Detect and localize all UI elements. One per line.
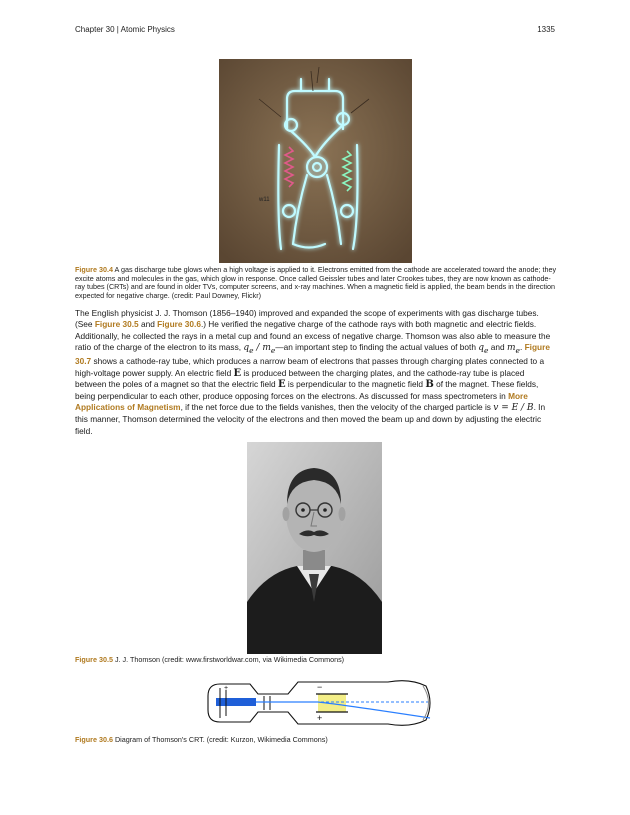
math-symbol: q	[243, 343, 250, 354]
math-symbol: q	[478, 343, 485, 354]
math-me	[262, 343, 276, 356]
math-slash: /	[253, 343, 263, 354]
math-subscript: e	[515, 346, 520, 356]
gas-discharge-tube-photo	[219, 59, 412, 263]
math-symbol: m	[262, 343, 271, 354]
math-symbol: m	[506, 343, 516, 354]
text-run: and	[138, 319, 158, 330]
text-run: . In this manner, Thomson determined the velocity of the electrons and then moved the beam up and down by adjusting the electric field.	[75, 402, 546, 436]
caption-text: J. J. Thomson (credit: www.firstworldwar.com, via Wikimedia Commons)	[112, 655, 345, 664]
link-figure-30-6[interactable]: Figure 30.6	[157, 319, 201, 330]
minus-sign: −	[317, 682, 323, 692]
text-run: —an important step to finding the actual values of both	[275, 342, 479, 353]
anode-plates	[264, 696, 270, 710]
text-run: , if the net force due to the fields vanishes, then the velocity of the charged particle is	[180, 402, 494, 413]
text-run: The English physicist J. J. Thomson (1856–1940) improved and expanded the scope of experiments with gas discharge tubes. (See	[75, 308, 539, 330]
link-more-applications-of-magnetism[interactable]: More Applications of Magnetism	[75, 390, 528, 413]
figure-label: Figure 30.5	[75, 655, 113, 664]
text-run: is produced between the charging plates, and the cathode-ray tube is placed between the poles of a magnet so that the electric field	[75, 367, 525, 390]
figure-30-6-caption	[75, 736, 557, 745]
link-figure-30-5[interactable]: Figure 30.5	[94, 319, 139, 330]
math-electric-field: E	[277, 379, 286, 391]
math-me-2	[506, 343, 520, 356]
figure-label: Figure 30.6	[75, 735, 113, 744]
body-paragraph	[75, 308, 557, 437]
math-electric-field: E	[233, 367, 242, 379]
plus-sign: +	[317, 713, 323, 723]
text-run: is perpendicular to the magnetic field	[285, 379, 426, 390]
link-figure-30-7[interactable]: Figure 30.7	[75, 342, 550, 367]
crt-diagram	[198, 674, 434, 732]
text-run: shows a cathode-ray tube, which produces a narrow beam of electrons that passes through charging plates connected to a high-voltage power supply. An electric field	[75, 356, 545, 378]
figure-30-5-caption	[75, 656, 557, 665]
text-run: of the magnet. These fields, being perpendicular to each other, produce opposing forces on the electrons. As discussed for mass spectrometers in	[75, 379, 539, 401]
math-qe-2	[478, 343, 489, 356]
text-run: .) He verified the negative charge of the cathode rays with both magnetic and electric fields. Additionally, he collected the rays in a metal cup and found an excess of negative charge. Thomson was also able to measure the ratio of the charge of the electron to its mass,	[75, 319, 551, 353]
math-subscript: e	[484, 346, 489, 356]
text-run: and	[488, 342, 507, 353]
plus-sign-small: +	[224, 685, 229, 692]
figure-30-4-caption	[75, 266, 557, 300]
caption-text: A gas discharge tube glows when a high voltage is applied to it. Electrons emitted from the cathode are accelerated toward the anode; they excite atoms and molecules in the gas, which glow in response. Once called Geissler tubes and later Crookes tubes, they are now known as cathode-ray tubes (CRTs) and are found in older TVs, computer screens, and x-ray machines. When a magnetic field is applied, the beam bends in the direction expected for negative charge. (credit: Paul Downey, Flickr)	[75, 265, 557, 300]
math-velocity: v = E / B	[493, 403, 534, 414]
math-subscript: e	[249, 346, 254, 356]
math-subscript: e	[270, 346, 276, 356]
caption-text: Diagram of Thomson's CRT. (credit: Kurzon, Wikimedia Commons)	[112, 735, 328, 744]
photo-tag: w11	[259, 197, 270, 203]
chapter-header: Chapter 30 | Atomic Physics	[75, 25, 175, 34]
math-magnetic-field: B	[425, 379, 434, 391]
text-run: .	[519, 342, 525, 353]
page-number: 1335	[537, 25, 555, 34]
thomson-portrait	[247, 442, 382, 654]
math-qe	[243, 343, 254, 356]
electron-gun	[216, 698, 256, 706]
figure-label: Figure 30.4	[75, 265, 113, 274]
